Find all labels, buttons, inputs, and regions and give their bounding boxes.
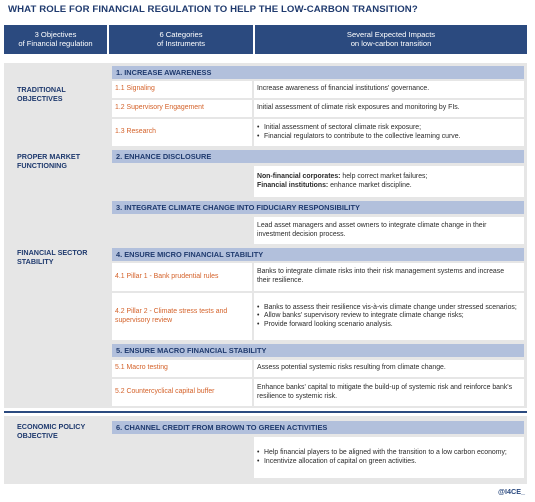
instrument-capital-buffer: 5.2 Countercyclical capital buffer: [112, 379, 252, 406]
objectives-panel: [4, 63, 108, 408]
instrument-pillar1: 4.1 Pillar 1 - Bank prudential rules: [112, 263, 252, 291]
disclosure-financial-label: Financial institutions:: [257, 181, 329, 189]
objective-traditional-line1: TRADITIONAL: [17, 85, 66, 94]
impact-channel-credit: [254, 437, 524, 478]
section-channel-credit: 6. CHANNEL CREDIT FROM BROWN TO GREEN ACTIVITIES: [112, 421, 524, 434]
impact-research-bullet: • Initial assessment of sectoral climate risk exposure;: [257, 124, 461, 133]
instrument-research: 1.3 Research: [112, 119, 252, 146]
header-categories-line1: 6 Categories: [159, 29, 203, 39]
disclosure-line-financial: [257, 182, 427, 191]
section-increase-awareness: 1. INCREASE AWARENESS: [112, 66, 524, 79]
page-title: WHAT ROLE FOR FINANCIAL REGULATION TO HELP THE LOW-CARBON TRANSITION?: [8, 4, 418, 15]
disclosure-nonfinancial-text: help correct market failures;: [340, 172, 428, 180]
objective-market-functioning: [17, 153, 80, 171]
impact-pillar2-bullet: • Banks to assess their resilience vis-à-vis climate change under stressed scenarios;: [257, 304, 517, 313]
header-categories-line2: of Instruments: [156, 38, 206, 48]
impact-research-bullet: • Financial regulators to contribute to the collective learning curve.: [257, 133, 461, 142]
impact-pillar2: [254, 293, 524, 340]
section-macro-stability: 5. ENSURE MACRO FINANCIAL STABILITY: [112, 344, 524, 357]
header-objectives-line2: of Financial regulation: [18, 38, 93, 48]
impact-disclosure: [254, 166, 524, 197]
objective-traditional: [17, 86, 66, 104]
disclosure-nonfinancial-label: Non-financial corporates:: [257, 172, 341, 180]
impact-channel-credit-bullet: • Incentivize allocation of capital on green activities.: [257, 458, 507, 467]
section-micro-stability: 4. ENSURE MICRO FINANCIAL STABILITY: [112, 248, 524, 261]
impact-supervisory-engagement: Initial assessment of climate risk exposures and monitoring by FIs.: [254, 100, 524, 117]
header-impacts: [255, 25, 527, 54]
section-enhance-disclosure: 2. ENHANCE DISCLOSURE: [112, 150, 524, 163]
impact-pillar2-bullet: • Allow banks' supervisory review to integrate climate change risks;: [257, 312, 517, 321]
section-fiduciary-responsibility: 3. INTEGRATE CLIMATE CHANGE INTO FIDUCIARY RESPONSIBILITY: [112, 201, 524, 214]
objective-stability-line1: FINANCIAL SECTOR: [17, 248, 88, 257]
impact-macro-testing: Assess potential systemic risks resulting from climate change.: [254, 360, 524, 377]
header-impacts-line2: on low-carbon transition: [350, 38, 432, 48]
instrument-pillar2: [112, 293, 252, 340]
objective-economic-policy: [17, 423, 85, 441]
impact-signaling: Increase awareness of financial institutions' governance.: [254, 81, 524, 98]
i4ce-logo: @I4CE_: [498, 487, 525, 496]
objective-traditional-line2: OBJECTIVES: [17, 93, 63, 103]
header-objectives-line1: 3 Objectives: [34, 29, 77, 39]
instrument-signaling: 1.1 Signaling: [112, 81, 252, 98]
objective-stability-line2: STABILITY: [17, 256, 54, 266]
disclosure-financial-text: enhance market discipline.: [328, 181, 412, 189]
disclosure-line-nonfinancial: [257, 173, 427, 182]
impact-fiduciary: Lead asset managers and asset owners to integrate climate change in their investment decision process.: [254, 217, 524, 244]
instrument-supervisory-engagement: 1.2 Supervisory Engagement: [112, 100, 252, 117]
objective-financial-stability: [17, 249, 87, 267]
instrument-macro-testing: 5.1 Macro testing: [112, 360, 252, 377]
impact-channel-credit-bullet: • Help financial players to be aligned with the transition to a low carbon economy;: [257, 449, 507, 458]
objective-market-line1: PROPER MARKET: [17, 152, 81, 161]
instrument-pillar2-label: 4.2 Pillar 2 - Climate stress tests and supervisory review: [115, 307, 228, 324]
impact-pillar2-bullet: • Provide forward looking scenario analysis.: [257, 321, 517, 330]
impact-research: [254, 119, 524, 146]
objective-policy-line2: OBJECTIVE: [17, 430, 58, 440]
header-objectives: [4, 25, 107, 54]
impact-pillar1: Banks to integrate climate risks into their risk management systems and increase their resilience.: [254, 263, 524, 291]
impact-capital-buffer: Enhance banks' capital to mitigate the build-up of systemic risk and reinforce bank's resilience to systemic risk.: [254, 379, 524, 406]
header-categories: [109, 25, 253, 54]
section-divider: [4, 411, 527, 413]
objective-market-line2: FUNCTIONING: [17, 160, 67, 170]
header-impacts-line1: Several Expected Impacts: [346, 29, 436, 39]
objective-policy-line1: ECONOMIC POLICY: [17, 422, 86, 431]
